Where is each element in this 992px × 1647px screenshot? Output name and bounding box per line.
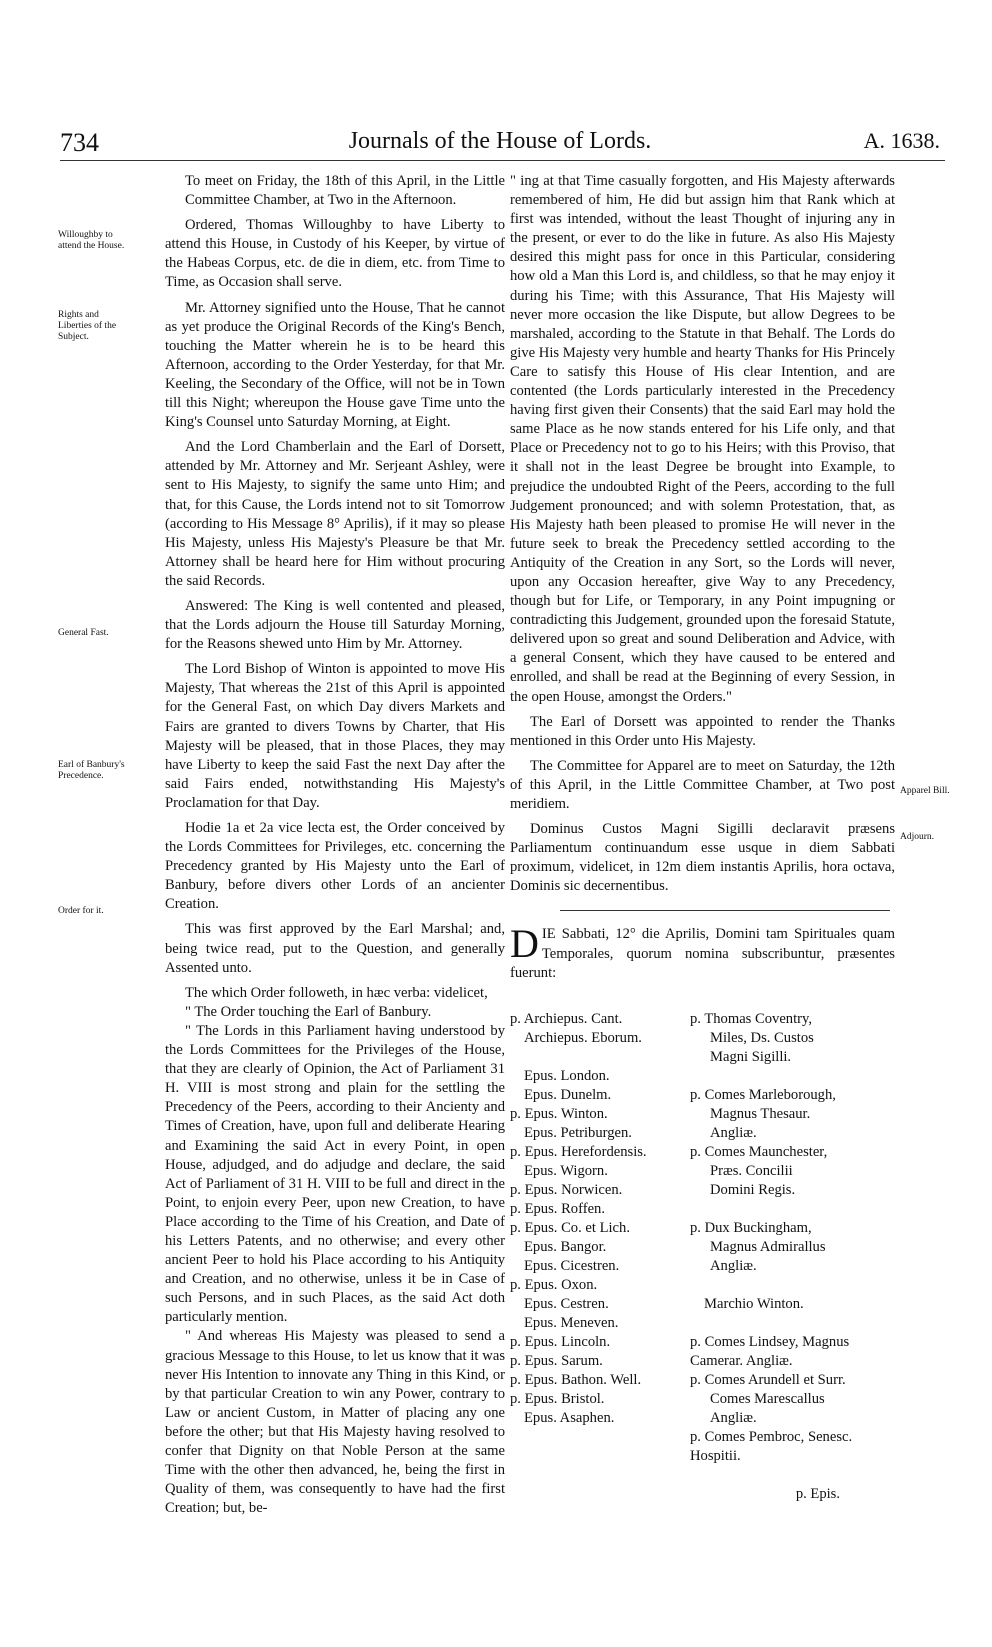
paragraph: The Committee for Apparel are to meet on Saturday, the 12th of this April, in the Little Committee Chamber, at Two post meridiem.: [510, 757, 895, 812]
margin-note-banbury: Earl of Banbury's Precedence.: [58, 760, 125, 781]
list-item: Magnus Thesaur.: [710, 1106, 811, 1122]
list-item: [690, 1200, 880, 1219]
list-item: Præs. Concilii: [710, 1163, 793, 1179]
left-column: [165, 172, 505, 1524]
list-item: Marchio Winton.: [704, 1296, 804, 1312]
list-item: p. Epus. Bathon. Well.: [510, 1372, 642, 1388]
list-item: Miles, Ds. Custos: [710, 1030, 814, 1046]
margin-note-order: Order for it.: [58, 906, 104, 916]
list-item: [690, 1314, 880, 1333]
session-heading: [510, 921, 895, 982]
list-item: Epus. London.: [524, 1068, 610, 1084]
list-item: p. Epus. Winton.: [510, 1106, 608, 1122]
list-item: p. Epus. Herefordensis.: [510, 1144, 647, 1160]
session-text: IE Sabbati, 12° die Aprilis, Domini tam Spirituales quam Temporales, quorum nomina subscribuntur, præsentes fuerunt:: [510, 926, 895, 981]
list-item: Epus. Cestren.: [524, 1296, 609, 1312]
paragraph: The Earl of Dorsett was appointed to render the Thanks mentioned in this Order unto His Majesty.: [510, 713, 895, 749]
paragraph: Ordered, Thomas Willoughby to have Liberty to attend this House, in Custody of his Keeper, by virtue of the Habeas Corpus, etc. de die in diem, etc. from Time to Time, as Occasion shall serve.: [165, 217, 505, 291]
list-item: Epus. Bangor.: [524, 1239, 607, 1255]
list-item: p. Epus. Oxon.: [510, 1277, 598, 1293]
margin-note-fast: General Fast.: [58, 628, 109, 638]
list-item: Angliæ.: [710, 1125, 757, 1141]
page-title: Journals of the House of Lords.: [348, 128, 652, 154]
list-item: Domini Regis.: [710, 1182, 796, 1198]
margin-note-adjourn: Adjourn.: [900, 832, 935, 842]
paragraph: Mr. Attorney signified unto the House, That he cannot as yet produce the Original Records of the King's Bench, touching the Matter wherein he is to be heard this Afternoon, according to the Order Yesterday, for that Mr. Keeling, the Secondary of the Office, will not be in Town till this Night; whereupon the House gave Time unto the King's Counsel unto Saturday Morning, at Eight.: [165, 299, 505, 431]
paragraph: " The Lords in this Parliament having understood by the Lords Committees for the Privileges of the House, that they are clearly of Opinion, the Act of Parliament 31 H. VIII is most strong and plain for the settling the Precedency of the Peers, according to their Ancienty and Times of Creation, have, upon full and deliberate Hearing and Examining the said Act in every Point, in open House, adjudged, and do adjudge and declare, the said Act of Parliament of 31 H. VIII to be full and direct in the Point, to enjoin every Peer, upon new Creation, to have Place according to the Time of his Creation, and Date of his Letters Patents, and no otherwise; and every other ancient Peer to hold his Place according to his Antiquity and Creation, and no otherwise, unless it be in Case of such Persons, and in such Places, as the said Act doth particularly mention.: [165, 1022, 505, 1326]
list-item: Angliæ.: [710, 1410, 757, 1426]
list-item: Archiepus. Eborum.: [524, 1030, 642, 1046]
list-item: p. Comes Maunchester,: [690, 1144, 828, 1160]
list-item: Epus. Dunelm.: [524, 1087, 612, 1103]
list-item: p. Comes Lindsey, Magnus Camerar. Angliæ.: [690, 1334, 850, 1369]
list-item: Epus. Cicestren.: [524, 1258, 620, 1274]
margin-note-willoughby: Willoughby to attend the House.: [58, 230, 125, 251]
list-item: p. Comes Arundell et Surr.: [690, 1372, 846, 1388]
margin-note-apparel: Apparel Bill.: [900, 786, 950, 796]
paragraph: " ing at that Time casually forgotten, and His Majesty afterwards remembered of him, He did but assign him that Rank which at first was intended, without the least Thought of injuring any in the present, or ever to do the like in future. As also His Majesty desired this might pass for once in this Particular, considering how old a Man this Lord is, and childless, so that he may enjoy it during his Time; with this Assurance, That His Majesty will never more occasion the like Dispute, but allow Degrees to be marshaled, according to the Statute in that Behalf. The Lords do give His Majesty very humble and hearty Thanks for His Princely Care to satisfy this House of His clear Intention, and are contented (the Lords particularly interested in the Precedency having first given their Consents) that the said Earl may hold the same Place as he now stands entered for his Life only, and that Place or Precedency not to go to his Heirs; with this Proviso, that it shall not in the least Degree be brought into Example, to prejudice the undoubted Right of the Peers, according to the full Judgement pronounced; and with solemn Protestation, that, as His Majesty hath been pleased to promise He will never in the future seek to break the Precedency settled according to the Antiquity of the Creation in any Sort, so the Lords will never, upon any Occasion hereafter, give Way to any Precedency, though but for Life, or Temporary, in any Point impugning or contradicting this Judgement, grounded upon the foresaid Statute, delivered upon so great and sound Deliberation and Advice, with a general Consent, which they have caused to be entered and enrolled, and shall be read at the Beginning of every Session, in the open House, amongst the Orders.": [510, 173, 895, 705]
list-item: Magnus Admirallus: [710, 1239, 826, 1255]
list-item: p. Epus. Lincoln.: [510, 1334, 611, 1350]
list-item: p. Epus. Bristol.: [510, 1391, 605, 1407]
list-item: Epus. Wigorn.: [524, 1163, 608, 1179]
margin-note-rights: Rights and Liberties of the Subject.: [58, 310, 117, 342]
right-column: [510, 172, 895, 989]
list-item: [510, 1048, 690, 1067]
paragraph: This was first approved by the Earl Marshal; and, being twice read, put to the Question, and generally Assented unto.: [165, 921, 505, 976]
paragraph: To meet on Friday, the 18th of this April, in the Little Committee Chamber, at Two in the Afternoon.: [185, 173, 505, 209]
list-item: p. Archiepus. Cant.: [510, 1011, 623, 1027]
paragraph: And the Lord Chamberlain and the Earl of Dorsett, attended by Mr. Attorney and Mr. Serjeant Ashley, were sent to His Majesty, to signify the same unto Him; and that, for this Cause, the Lords intend not to sit Tomorrow (according to His Message 8° Aprilis), if it may so please His Majesty, unless His Majesty's Pleasure be that Mr. Attorney shall be heard here for Him without procuring the said Records.: [165, 439, 505, 589]
section-divider: [560, 910, 890, 911]
list-item: [690, 1466, 880, 1485]
list-item: p. Epus. Roffen.: [510, 1201, 605, 1217]
list-item: Angliæ.: [710, 1258, 757, 1274]
list-item: p. Thomas Coventry,: [690, 1011, 813, 1027]
list-item: Magni Sigilli.: [710, 1049, 792, 1065]
paragraph: The Lord Bishop of Winton is appointed to move His Majesty, That whereas the 21st of this April is appointed for the General Fast, on which Day divers Markets and Fairs are granted to divers Towns by Charter, that His Majesty will be pleased, that in those Places, they may have Liberty to keep the said Fast the next Day after the said Fairs ended, notwithstanding His Majesty's Proclamation for that Day.: [165, 661, 505, 811]
paragraph: " The Order touching the Earl of Banbury.: [185, 1003, 432, 1020]
list-item: p. Comes Marleborough,: [690, 1087, 836, 1103]
list-item: Epus. Meneven.: [524, 1315, 619, 1331]
list-item: p. Epus. Sarum.: [510, 1353, 603, 1369]
paragraph: Hodie 1a et 2a vice lecta est, the Order conceived by the Lords Committees for Privileges, etc. concerning the Precedency granted by His Majesty unto the Earl of Banbury, before divers other Lords of an ancienter Creation.: [165, 820, 505, 913]
catchword: p. Epis.: [795, 1486, 840, 1502]
list-item: Comes Marescallus: [710, 1391, 825, 1407]
paragraph: Answered: The King is well contented and pleased, that the Lords adjourn the House till Saturday Morning, for the Reasons shewed unto Him by Mr. Attorney.: [165, 597, 505, 653]
header-rule: [60, 160, 945, 161]
paragraph: The which Order followeth, in hæc verba: videlicet,: [185, 984, 488, 1001]
attendance-column-temporal: [690, 1010, 880, 1504]
list-item: p. Dux Buckingham,: [690, 1220, 812, 1236]
list-item: p. Comes Pembroc, Senesc. Hospitii.: [690, 1429, 853, 1464]
list-item: Epus. Petriburgen.: [524, 1125, 632, 1141]
page-header: [60, 128, 940, 162]
drop-cap: D: [510, 921, 539, 967]
list-item: [690, 1276, 880, 1295]
list-item: p. Epus. Norwicen.: [510, 1182, 623, 1198]
page-number: 734: [60, 128, 99, 157]
paragraph: " And whereas His Majesty was pleased to send a gracious Message to this House, to let us know that it was never His Intention to innovate any Thing in this Kind, or by that particular Creation to win any Power, contrary to Law or ancient Custom, in Matter of placing any one before the other; but that His Majesty having resolved to confer that Dignity on that Noble Person at the same Time with the other then advanced, he, being the first in Quality of them, was consequently to have had the first Creation; but, be-: [165, 1328, 505, 1517]
year-label: A. 1638.: [863, 128, 940, 153]
attendance-column-spiritual: [510, 1010, 690, 1428]
list-item: Epus. Asaphen.: [524, 1410, 615, 1426]
paragraph: Dominus Custos Magni Sigilli declaravit præsens Parliamentum continuandum esse usque in diem Sabbati proximum, videlicet, in 12m diem instantis Aprilis, hora octava, Dominis sic decernentibus.: [510, 821, 895, 895]
list-item: [690, 1067, 880, 1086]
list-item: p. Epus. Co. et Lich.: [510, 1220, 630, 1236]
